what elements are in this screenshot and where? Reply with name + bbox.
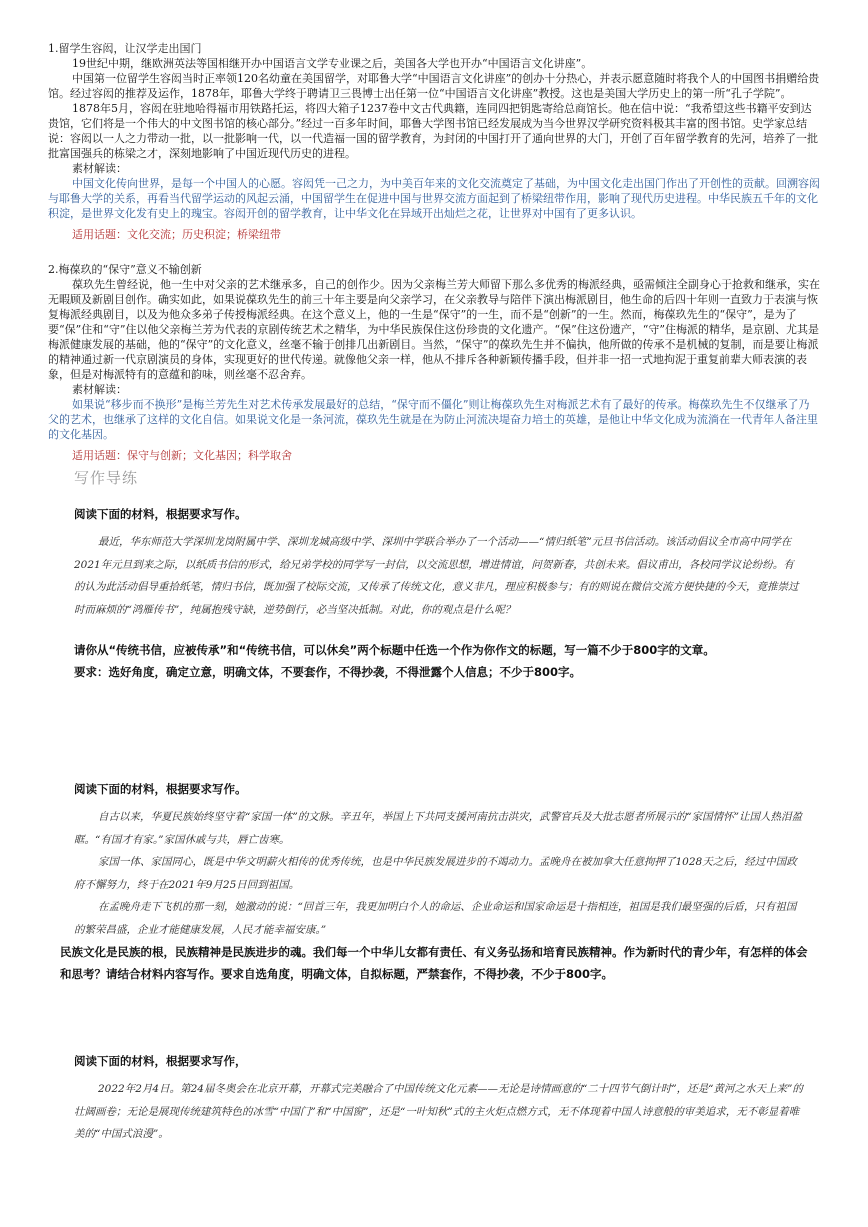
interpretation-text: 如果说“移步而不换形”是梅兰芳先生对艺术传承发展最好的总结，“保守而不僵化”则让梅葆玖先生对梅派艺术有了最好的传承。梅葆玖先生不仅继承了乃父的艺术，也继承了这样的文化自信。如果说文化是一条河流，葆玖先生就是在为防止河流决堤奋力培土的英雄，是他让中华文化成为流淌在一代青年人备注里的文化基因。 — [48, 398, 818, 441]
applicable-topics: 适用话题：文化交流；历史积淀；桥梁纽带 — [72, 228, 281, 241]
material-paragraph: 在孟晚舟走下飞机的那一刻，她激动的说：“回首三年，我更加明白个人的命运、企业命运和国家命运是十指相连，祖国是我们最坚强的后盾，只有祖国的繁荣昌盛，企业才能健康发展，人民才能幸福安康。” — [74, 901, 797, 936]
paragraph: 中国第一位留学生容闳当时正率领120名幼童在美国留学，对耶鲁大学“中国语言文化讲座”的创办十分热心，并表示愿意随时将我个人的中国图书捐赠给贵馆。经过容闳的推荐及运作，1878年，耶鲁大学终于聘请卫三畏博士出任第一位“中国语言文化讲座”教授。这也是美国大学历史上的第一所“孔子学院”。 — [48, 72, 820, 100]
prompt-lead: 阅读下面的材料，根据要求写作， — [74, 1054, 247, 1068]
paragraph: 19世纪中期，继欧洲英法等国相继开办中国语言文学专业课之后，美国各大学也开办“中国语言文化讲座”。 — [72, 57, 593, 70]
material-section-1 — [48, 41, 820, 242]
paragraph: 葆玖先生曾经说，他一生中对父亲的艺术继承多，自己的创作少。因为父亲梅兰芳大师留下那么多优秀的梅派经典，亟需倾注全副身心于抢救和继承，实在无暇顾及新剧目创作。确实如此，如果说葆玖先生的前三十年主要是向父亲学习，在父亲教导与陪伴下演出梅派剧目，他生命的后四十年则一直致力于表演与恢复梅派经典剧目，以及为他众多弟子传授梅派经典。在这个意义上，他的一生是“保守”的一生，而不是“创新”的一生。然而，梅葆玖先生的“保守”，是为了要“保”住和“守”住以他父亲梅兰芳为代表的京剧传统艺术之精华，为中华民族保住这份珍贵的文化遗产。“保”住这份遗产，“守”住梅派的精华，是京剧、尤其是梅派健康发展的基础，他的“保守”的文化意义，丝毫不输于创排几出新剧目。当然，“保守”的葆玖先生并不偏执，他所做的传承不是机械的复制，而是要让梅派的精神通过新一代京剧演员的身体，实现更好的世代传递。就像他父亲一样，他从不排斥各种新颖传播手段，但并非一招一式地拘泥于重复前辈大师表演的表象，但是对梅派特有的意蕴和韵味，则丝毫不忍舍弃。 — [48, 278, 820, 381]
section-heading: 1.留学生容闳，让汉学走出国门 — [48, 42, 202, 55]
requirement-line: 请你从“传统书信，应被传承”和“传统书信，可以休矣”两个标题中任选一个作为你作文的标题，写一篇不少于800字的文章。 — [74, 643, 715, 657]
requirement-line: 民族文化是民族的根，民族精神是民族进步的魂。我们每一个中华儿女都有责任、有义务弘扬和培育民族精神。作为新时代的青少年，有怎样的体会和思考？请结合材料内容写作。要求自选角度，明确文体，自拟标题，严禁套作，不得抄袭，不少于800字。 — [60, 945, 808, 981]
writing-prompt-1 — [74, 506, 804, 683]
paragraph: 1878年5月，容闳在驻地哈得福市用铁路托运，将四大箱子1237卷中文古代典籍，连同四把钥匙寄给总商馆长。他在信中说：“我希望这些书籍平安到达贵馆，它们将是一个伟大的中文图书馆的核心部分。”经过一百多年时间，耶鲁大学图书馆已经发展成为当今世界汉学研究资料极其丰富的图书馆。史学家总结说：容闳以一人之力带动一批，以一批影响一代，以一代造福一国的留学教育，为封闭的中国打开了通向世界的大门，开创了百年留学教育的先河，培养了一批批富国强兵的栋梁之才，深刻地影响了中国近现代历史的进程。 — [48, 102, 818, 160]
material-paragraph: 最近，华东师范大学深圳龙岗附属中学、深圳龙城高级中学、深圳中学联合举办了一个活动——“情归纸笔”元旦书信活动。该活动倡议全市高中同学在2021年元旦到来之际，以纸质书信的形式，给兄弟学校的同学写一封信，以交流思想，增进情谊，问贺新春，共创未来。倡议甫出，各校同学议论纷纷。有的认为此活动倡导重拾纸笔，情归书信，既加强了校际交流，又传承了传统文化，意义非凡，理应积极参与；有的则说在微信交流方便快捷的今天，竟推崇过时而麻烦的“鸿雁传书”，纯属抱残守缺，逆势倒行，必当坚决抵制。对此，你的观点是什么呢？ — [74, 536, 799, 616]
prompt-requirements — [74, 639, 804, 683]
material-paragraph: 家国一体、家国同心，既是中华文明薪火相传的优秀传统，也是中华民族发展进步的不竭动力。孟晚舟在被加拿大任意拘押了1028天之后，经过中国政府不懈努力，终于在2021年9月25日回到祖国。 — [74, 856, 797, 891]
material-section-2 — [48, 262, 820, 463]
interpretation-label: 素材解读： — [72, 383, 127, 396]
writing-guide-title: 写作导练 — [74, 469, 139, 487]
interpretation-label: 素材解读： — [72, 162, 127, 175]
prompt-material — [74, 1078, 804, 1146]
material-paragraph: 自古以来，华夏民族始终坚守着“家国一体”的文脉。辛丑年，举国上下共同支援河南抗击洪灾，武警官兵及大批志愿者所展示的“家国情怀”让国人热泪盈眶。“有国才有家。”家国休戚与共，唇亡齿寒。 — [74, 811, 802, 846]
prompt-material — [74, 531, 804, 621]
prompt-material — [74, 806, 804, 941]
prompt-requirements — [60, 941, 812, 985]
prompt-lead: 阅读下面的材料，根据要求写作。 — [74, 782, 247, 796]
writing-prompt-3 — [74, 1053, 804, 1146]
interpretation-text: 中国文化传向世界，是每一个中国人的心愿。容闳凭一己之力，为中美百年来的文化交流奠定了基础，为中国文化走出国门作出了开创性的贡献。回溯容闳与耶鲁大学的关系，再看当代留学运动的风起云涌，中国留学生在促进中国与世界交流方面起到了桥梁纽带作用，影响了现代历史进程。中华民族五千年的文化积淀，是世界文化发有史上的瑰宝。容闳开创的留学教育，让中华文化在异域开出灿烂之花，让世界对中国有了更多认识。 — [48, 177, 820, 220]
requirement-line: 要求：选好角度，确定立意，明确文体，不要套作，不得抄袭，不得泄露个人信息；不少于800字。 — [74, 665, 581, 679]
prompt-lead: 阅读下面的材料，根据要求写作。 — [74, 507, 247, 521]
material-paragraph: 2022年2月4日。第24届冬奥会在北京开幕，开幕式完美融合了中国传统文化元素——无论是诗情画意的“二十四节气倒计时”，还是“黄河之水天上来”的壮阔画卷；无论是展现传统建筑特色的冰雪“中国门”和“中国窗”，还是“一叶知秋”式的主火炬点燃方式，无不体现着中国人诗意般的审美追求，无不彰显着唯美的“中国式浪漫”。 — [74, 1083, 803, 1140]
section-heading: 2.梅葆玖的“保守”意义不输创新 — [48, 263, 202, 276]
writing-prompt-2 — [60, 781, 808, 985]
applicable-topics: 适用话题：保守与创新；文化基因；科学取舍 — [72, 449, 292, 462]
